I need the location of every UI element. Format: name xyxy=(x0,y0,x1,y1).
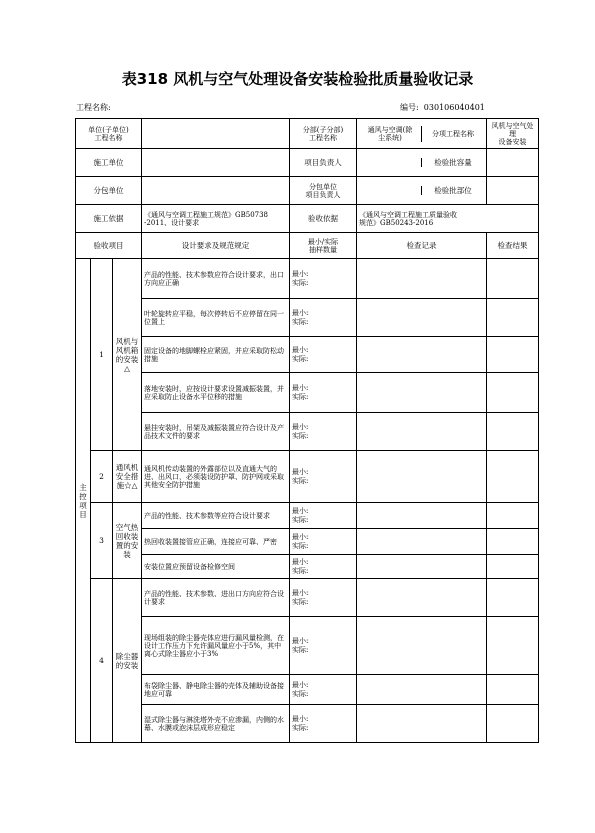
record-cell[interactable] xyxy=(357,503,487,529)
record-cell[interactable] xyxy=(357,413,487,451)
batch-part-value[interactable] xyxy=(487,177,539,205)
pm-label: 项目负责人 xyxy=(290,149,357,177)
result-cell[interactable] xyxy=(487,555,539,579)
batch-capacity-label: 检验批容量 xyxy=(434,158,472,167)
actual-label: 实际: xyxy=(292,723,309,732)
min-label: 最小: xyxy=(292,588,309,597)
record-cell[interactable] xyxy=(357,617,487,675)
group-name: 风机与风机箱的安装△ xyxy=(113,259,142,451)
group-number: 1 xyxy=(91,259,113,451)
inspection-row xyxy=(76,579,539,617)
actual-label: 实际: xyxy=(292,597,309,606)
result-cell[interactable] xyxy=(487,299,539,337)
min-label: 最小: xyxy=(292,636,309,645)
basis-label: 施工依据 xyxy=(76,205,142,233)
actual-label: 实际: xyxy=(292,566,309,575)
number-field xyxy=(400,102,485,113)
sampling-cell[interactable] xyxy=(290,503,357,529)
subdivision-label: 分项工程名称 xyxy=(432,129,474,138)
record-cell[interactable] xyxy=(357,337,487,373)
record-cell[interactable] xyxy=(357,259,487,299)
inspection-row xyxy=(76,373,539,413)
group-number: 2 xyxy=(91,451,113,503)
actual-label: 实际: xyxy=(292,541,309,550)
unit-name-value[interactable] xyxy=(142,119,290,149)
col-result: 检查结果 xyxy=(487,233,539,259)
inspection-row xyxy=(76,259,539,299)
min-label: 最小: xyxy=(292,308,309,317)
requirement-text: 产品的性能、技术参数应符合设计要求，出口方向应正确 xyxy=(142,259,290,299)
contractor-label: 施工单位 xyxy=(76,149,142,177)
actual-label: 实际: xyxy=(292,392,309,401)
sampling-cell[interactable] xyxy=(290,373,357,413)
actual-label: 实际: xyxy=(292,317,309,326)
inspection-row xyxy=(76,617,539,675)
inspection-row xyxy=(76,675,539,705)
sampling-cell[interactable] xyxy=(290,413,357,451)
record-cell[interactable] xyxy=(357,555,487,579)
subcontractor-label: 分包单位 xyxy=(76,177,142,205)
requirement-text: 现场组装的除尘器壳体应进行漏风量检测，在设计工作压力下允许漏风量应小于5%，其中离心式除尘器应小于3% xyxy=(142,617,290,675)
requirement-text: 布袋除尘器、静电除尘器的壳体及辅助设备接地应可靠 xyxy=(142,675,290,705)
project-name-label: 工程名称: xyxy=(76,103,111,112)
page-title: 表318 风机与空气处理设备安装检验批质量验收记录 xyxy=(121,70,474,88)
requirement-text: 产品的性能、技术参数、进出口方向应符合设计要求 xyxy=(142,579,290,617)
result-cell[interactable] xyxy=(487,373,539,413)
pm-value[interactable] xyxy=(359,158,422,167)
result-cell[interactable] xyxy=(487,337,539,373)
sampling-cell[interactable] xyxy=(290,555,357,579)
group-number: 4 xyxy=(91,579,113,743)
inspection-row xyxy=(76,413,539,451)
sampling-cell[interactable] xyxy=(290,451,357,503)
sampling-cell[interactable] xyxy=(290,705,357,743)
group-name: 除尘器的安装 xyxy=(113,579,142,743)
col-sampling: 最小/实际 抽样数量 xyxy=(290,233,357,259)
min-label: 最小: xyxy=(292,506,309,515)
min-label: 最小: xyxy=(292,532,309,541)
col-items: 验收项目 xyxy=(76,233,142,259)
sampling-cell[interactable] xyxy=(290,617,357,675)
result-cell[interactable] xyxy=(487,451,539,503)
subcontractor-value[interactable] xyxy=(142,177,290,205)
min-label: 最小: xyxy=(292,383,309,392)
sampling-cell[interactable] xyxy=(290,675,357,705)
requirement-text: 安装位置应预留设备检修空间 xyxy=(142,555,290,579)
sampling-cell[interactable] xyxy=(290,579,357,617)
actual-label: 实际: xyxy=(292,476,309,485)
group-name: 通风机安全措施☆△ xyxy=(113,451,142,503)
inspection-row xyxy=(76,299,539,337)
inspection-row xyxy=(76,555,539,579)
requirement-text: 落地安装时，应按设计要求设置减振装置，并应采取防止设备水平位移的措施 xyxy=(142,373,290,413)
inspection-row xyxy=(76,337,539,373)
min-label: 最小: xyxy=(292,680,309,689)
result-cell[interactable] xyxy=(487,579,539,617)
min-label: 最小: xyxy=(292,345,309,354)
min-label: 最小: xyxy=(292,714,309,723)
main-control-label: 主控项目 xyxy=(76,259,91,743)
actual-label: 实际: xyxy=(292,431,309,440)
min-label: 最小: xyxy=(292,269,309,278)
requirement-text: 湿式除尘器与淋洗塔外壳不应渗漏，内侧的水幕、水膜或泡沫层成形应稳定 xyxy=(142,705,290,743)
actual-label: 实际: xyxy=(292,515,309,524)
sub-pm-value[interactable] xyxy=(359,186,422,195)
batch-part-label: 检验批部位 xyxy=(434,186,472,195)
acceptance-basis-value: 《通风与空调工程施工质量验收 规范》GB50243-2016 xyxy=(357,205,539,233)
sampling-cell[interactable] xyxy=(290,529,357,555)
contractor-value[interactable] xyxy=(142,149,290,177)
inspection-table xyxy=(75,118,539,743)
record-cell[interactable] xyxy=(357,675,487,705)
result-cell[interactable] xyxy=(487,617,539,675)
actual-label: 实际: xyxy=(292,354,309,363)
record-cell[interactable] xyxy=(357,529,487,555)
batch-capacity-value[interactable] xyxy=(487,149,539,177)
record-cell[interactable] xyxy=(357,451,487,503)
sub-pm-cell xyxy=(357,177,487,205)
actual-label: 实际: xyxy=(292,689,309,698)
inspection-row xyxy=(76,705,539,743)
sub-pm-label: 分包单位 项目负责人 xyxy=(290,177,357,205)
requirement-text: 叶轮旋转应平稳，每次停转后不应停留在同一位置上 xyxy=(142,299,290,337)
basis-value: 《通风与空调工程施工规范》GB50738 -2011、设计要求 xyxy=(142,205,290,233)
result-cell[interactable] xyxy=(487,503,539,529)
requirement-text: 通风机传动装置的外露部位以及直通大气的进、出风口，必须装设防护罩、防护网或采取其他安全防护措施 xyxy=(142,451,290,503)
result-cell[interactable] xyxy=(487,675,539,705)
actual-label: 实际: xyxy=(292,645,309,654)
acceptance-basis-label: 验收依据 xyxy=(290,205,357,233)
inspection-row xyxy=(76,451,539,503)
number-label: 编号: xyxy=(400,103,419,112)
min-label: 最小: xyxy=(292,557,309,566)
group-name: 空气热回收装置的安装 xyxy=(113,503,142,579)
record-cell[interactable] xyxy=(357,299,487,337)
record-cell[interactable] xyxy=(357,373,487,413)
min-label: 最小: xyxy=(292,467,309,476)
requirement-text: 热回收装置接管应正确，连接应可靠、严密 xyxy=(142,529,290,555)
sampling-cell[interactable] xyxy=(290,299,357,337)
unit-name-label: 单位(子单位) 工程名称 xyxy=(76,119,142,149)
actual-label: 实际: xyxy=(292,278,309,287)
result-cell[interactable] xyxy=(487,413,539,451)
division-value: 通风与空调(除 尘系统) xyxy=(359,126,422,142)
inspection-row xyxy=(76,529,539,555)
group-number: 3 xyxy=(91,503,113,579)
division-label: 分部(子分部) 工程名称 xyxy=(290,119,357,149)
min-label: 最小: xyxy=(292,422,309,431)
sampling-cell[interactable] xyxy=(290,337,357,373)
subdivision-value: 风机与空气处理 设备安装 xyxy=(487,119,539,149)
requirement-text: 固定设备的地脚螺栓应紧固，并应采取防松动措施 xyxy=(142,337,290,373)
sampling-cell[interactable] xyxy=(290,259,357,299)
result-cell[interactable] xyxy=(487,259,539,299)
col-requirements: 设计要求及规范规定 xyxy=(142,233,290,259)
result-cell[interactable] xyxy=(487,529,539,555)
col-record: 检查记录 xyxy=(357,233,487,259)
record-cell[interactable] xyxy=(357,705,487,743)
pm-cell xyxy=(357,149,487,177)
division-cell xyxy=(357,119,487,149)
number-value: 030106040401 xyxy=(423,103,485,112)
requirement-text: 悬挂安装时，吊架及减振装置应符合设计及产品技术文件的要求 xyxy=(142,413,290,451)
record-cell[interactable] xyxy=(357,579,487,617)
inspection-row xyxy=(76,503,539,529)
requirement-text: 产品的性能、技术参数等应符合设计要求 xyxy=(142,503,290,529)
result-cell[interactable] xyxy=(487,705,539,743)
